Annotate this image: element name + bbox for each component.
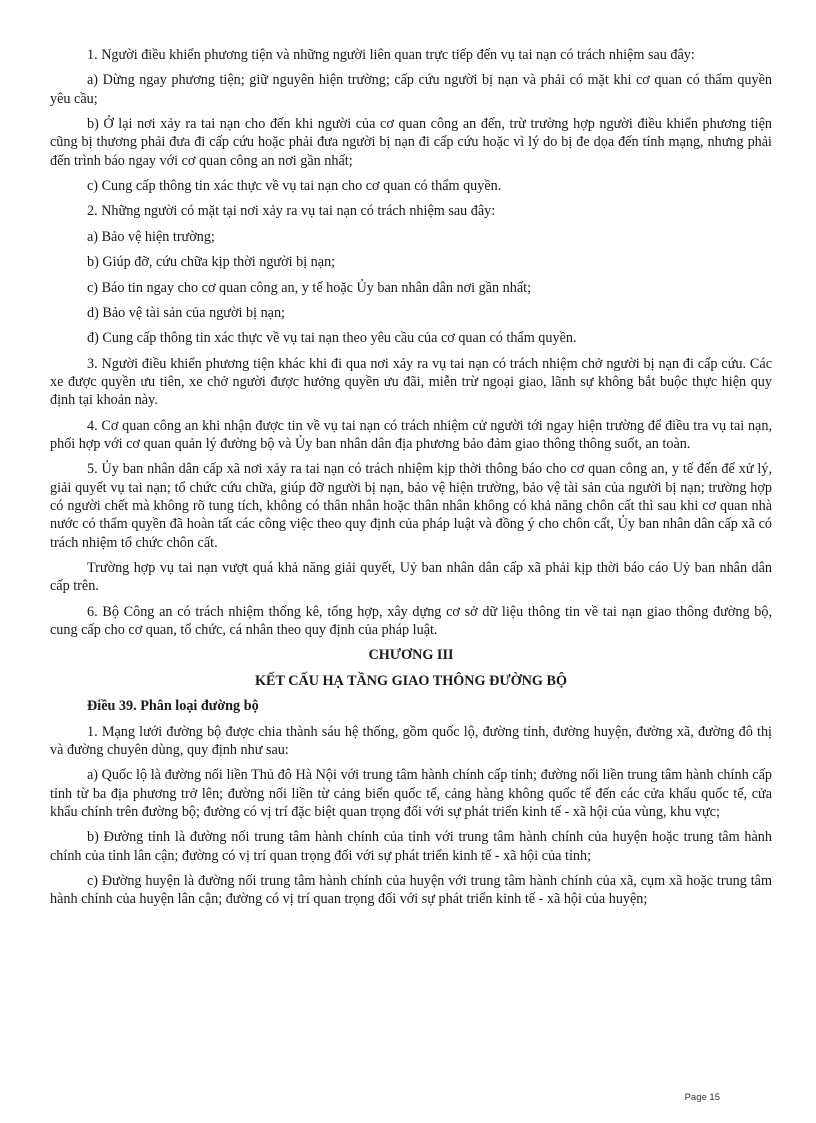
paragraph-1: 1. Người điều khiển phương tiện và những người liên quan trực tiếp đến vụ tai nạn có trách nhiệm sau đây: (87, 47, 695, 63)
paragraph-2c: c) Báo tin ngay cho cơ quan công an, y tế hoặc Ủy ban nhân dân nơi gần nhất; (87, 279, 532, 296)
chapter-title: KẾT CẤU HẠ TẦNG GIAO THÔNG ĐƯỜNG BỘ (254, 672, 568, 689)
page-number: Page 15 (684, 1092, 720, 1103)
paragraph-1b: b) Ở lại nơi xảy ra tai nạn cho đến khi người của cơ quan công an đến, trừ trường hợp người điều khiển phương tiện cũng bị thương phải đưa đi cấp cứu hoặc phải đưa người bị nạn đi cấp cứu hoặc vì lý do bị đe dọa đến tính mạng, nhưng phải đến trình báo ngay với cơ quan công an nơi gần nhất; (50, 116, 772, 169)
article-39-paragraph-1a: a) Quốc lộ là đường nối liền Thủ đô Hà Nội với trung tâm hành chính cấp tỉnh; đường nối liền trung tâm hành chính cấp tỉnh từ ba địa phương trở lên; đường nối liền từ cảng biển quốc tế, cảng hàng không quốc tế đến các cửa khẩu quốc tế, cửa khẩu chính trên đường bộ; đường có vị trí đặc biệt quan trọng đối với sự phát triển kinh tế - xã hội của vùng, khu vực; (50, 767, 772, 820)
paragraph-6: 6. Bộ Công an có trách nhiệm thống kê, tổng hợp, xây dựng cơ sở dữ liệu thông tin về tai nạn giao thông đường bộ, cung cấp cho cơ quan, tổ chức, cá nhân theo quy định của pháp luật. (50, 603, 772, 639)
paragraph-2b: b) Giúp đỡ, cứu chữa kịp thời người bị nạn; (87, 254, 336, 271)
article-heading: Điều 39. Phân loại đường bộ (87, 698, 259, 715)
article-39-paragraph-1b: b) Đường tỉnh là đường nối trung tâm hành chính của tỉnh với trung tâm hành chính của huyện hoặc trung tâm hành chính của tỉnh lân cận; đường có vị trí quan trọng đối với sự phát triển kinh tế - xã hội của tỉnh; (50, 829, 772, 864)
paragraph-2a: a) Bảo vệ hiện trường; (87, 228, 215, 245)
article-39-paragraph-1c: c) Đường huyện là đường nối trung tâm hành chính của huyện với trung tâm hành chính của xã, cụm xã hoặc trung tâm hành chính của huyện lân cận; đường có vị trí quan trọng đối với sự phát triển kinh tế - xã hội của huyện; (50, 872, 772, 908)
paragraph-4: 4. Cơ quan công an khi nhận được tin về vụ tai nạn có trách nhiệm cử người tới ngay hiện trường để điều tra vụ tai nạn, phối hợp với cơ quan quản lý đường bộ và Ủy ban nhân dân địa phương bảo đảm giao thông thông suốt, an toàn. (50, 417, 772, 453)
chapter-number: CHƯƠNG III (368, 647, 454, 664)
paragraph-1a: a) Dừng ngay phương tiện; giữ nguyên hiện trường; cấp cứu người bị nạn và phải có mặt khi cơ quan có thẩm quyền yêu cầu; (50, 72, 772, 107)
article-39-paragraph-1: 1. Mạng lưới đường bộ được chia thành sáu hệ thống, gồm quốc lộ, đường tỉnh, đường huyện, đường xã, đường đô thị và đường chuyên dùng, quy định như sau: (50, 723, 772, 758)
paragraph-2dd: đ) Cung cấp thông tin xác thực về vụ tai nạn theo yêu cầu của cơ quan có thẩm quyền. (87, 330, 577, 347)
paragraph-3: 3. Người điều khiển phương tiện khác khi đi qua nơi xảy ra vụ tai nạn có trách nhiệm chở người bị nạn đi cấp cứu. Các xe được quyền ưu tiên, xe chở người được hưởng quyền ưu đãi, miễn trừ ngoại giao, lãnh sự không bắt buộc thực hiện quy định tại khoản này. (50, 355, 772, 409)
paragraph-5: 5. Ủy ban nhân dân cấp xã nơi xảy ra tai nạn có trách nhiệm kịp thời thông báo cho cơ quan công an, y tế đến để xử lý, giải quyết vụ tai nạn; tổ chức cứu chữa, giúp đỡ người bị nạn, bảo vệ hiện trường, bảo vệ tài sản của người bị nạn; trường hợp có người chết mà không rõ tung tích, không có thân nhân hoặc thân nhân không có khả năng chôn cất thì sau khi cơ quan nhà nước có thẩm quyền đã hoàn tất các công việc theo quy định của pháp luật và đồng ý cho chôn cất, Ủy ban nhân dân cấp xã có trách nhiệm tổ chức chôn cất. (50, 461, 772, 551)
document-body (50, 46, 772, 916)
paragraph-2: 2. Những người có mặt tại nơi xảy ra vụ tai nạn có trách nhiệm sau đây: (87, 203, 496, 220)
paragraph-2d: d) Bảo vệ tài sản của người bị nạn; (87, 305, 286, 322)
paragraph-1c: c) Cung cấp thông tin xác thực về vụ tai nạn cho cơ quan có thẩm quyền. (87, 178, 502, 195)
paragraph-5-continued: Trường hợp vụ tai nạn vượt quá khả năng giải quyết, Uỷ ban nhân dân cấp xã phải kịp thời báo cáo Uỷ ban nhân dân cấp trên. (50, 560, 772, 595)
